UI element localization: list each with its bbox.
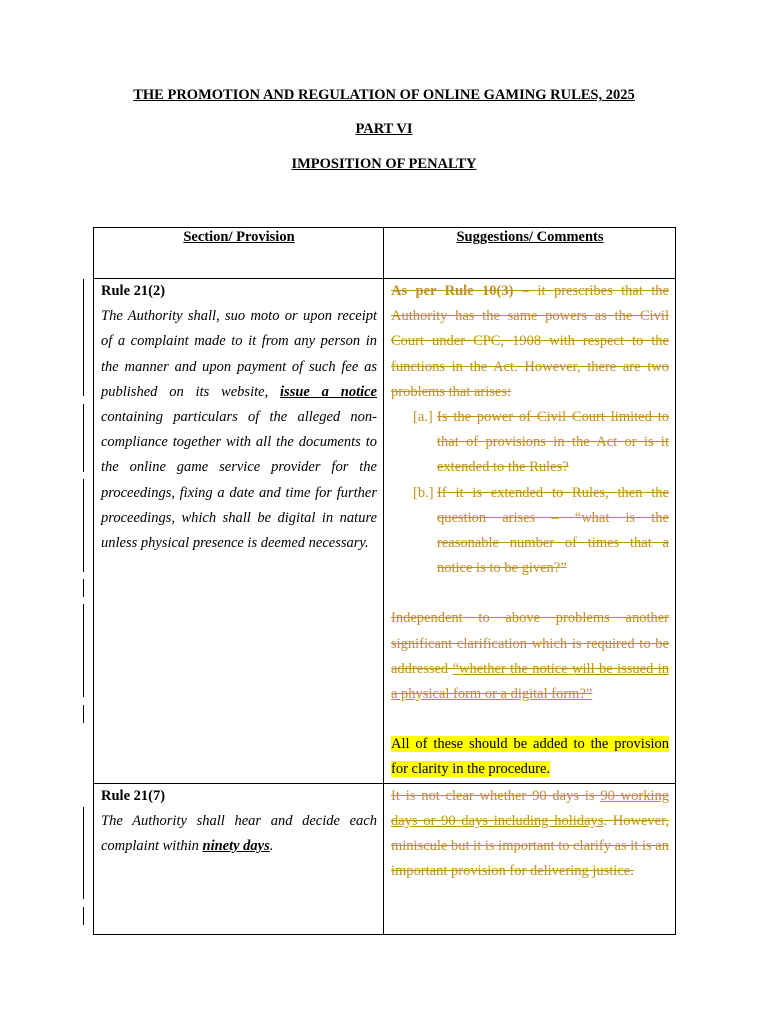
provision-cell <box>94 279 384 784</box>
document-title: THE PROMOTION AND REGULATION OF ONLINE GAMING RULES, 2025 <box>133 87 635 103</box>
deleted-comment: It is not clear whether 90 days is 90 working days or 90 days including holidays. However, miniscule but it is important to clarify as it is an important provision for delivering justice. <box>391 787 669 880</box>
rules-table <box>93 227 676 935</box>
change-bar <box>83 807 84 899</box>
comment-list <box>391 405 669 581</box>
deleted-comment-intro: As per Rule 10(3) – it prescribes that the Authority has the same powers as the Civil Court under CPC, 1908 with respect to the functions in the Act. However, there are two problems that arises: <box>391 283 669 400</box>
change-bar <box>83 907 84 925</box>
section-heading: IMPOSITION OF PENALTY <box>291 156 477 172</box>
change-bar <box>83 479 84 572</box>
provision-text: The Authority shall, suo moto or upon receipt of a complaint made to it from any person in the manner and upon payment of such fee as published on its website, issue a notice containing particulars of the alleged non-compliance together with all the documents to the online game service provider for the proceedings, fixing a date and time for further proceedings, which shall be digital in nature unless physical presence is deemed necessary. <box>101 308 377 552</box>
rule-title: Rule 21(2) <box>101 283 166 299</box>
highlighted-comment: All of these should be added to the provision for clarity in the procedure. <box>391 736 669 778</box>
comment-cell <box>384 279 676 784</box>
deleted-comment-para: Independent to above problems another significant clarification which is required to be addressed “whether the notice will be issued in a physical form or a digital form?” <box>391 610 669 703</box>
change-bar <box>83 604 84 697</box>
change-bar <box>83 279 84 396</box>
table-row <box>94 279 676 784</box>
part-heading: PART VI <box>355 121 413 137</box>
comment-cell <box>384 783 676 934</box>
header-section-provision: Section/ Provision <box>94 228 384 279</box>
rule-title: Rule 21(7) <box>101 787 166 804</box>
header-suggestions-comments: Suggestions/ Comments <box>384 228 676 279</box>
list-item: [a.] Is the power of Civil Court limited to that of provisions in the Act or is it extended to the Rules? <box>413 409 669 476</box>
change-bar <box>83 579 84 597</box>
provision-cell <box>94 783 384 934</box>
change-bar <box>83 404 84 472</box>
table-row <box>94 783 676 934</box>
provision-text: The Authority shall hear and decide each complaint within ninety days. <box>101 812 377 855</box>
table-header-row <box>94 228 676 279</box>
change-bar <box>83 705 84 723</box>
emphasis-text: ninety days <box>202 838 270 855</box>
emphasis-text: issue a notice <box>280 383 377 400</box>
list-item: [b.] If it is extended to Rules, then the question arises – “what is the reasonable number of times that a notice is to be given?” <box>413 484 669 577</box>
